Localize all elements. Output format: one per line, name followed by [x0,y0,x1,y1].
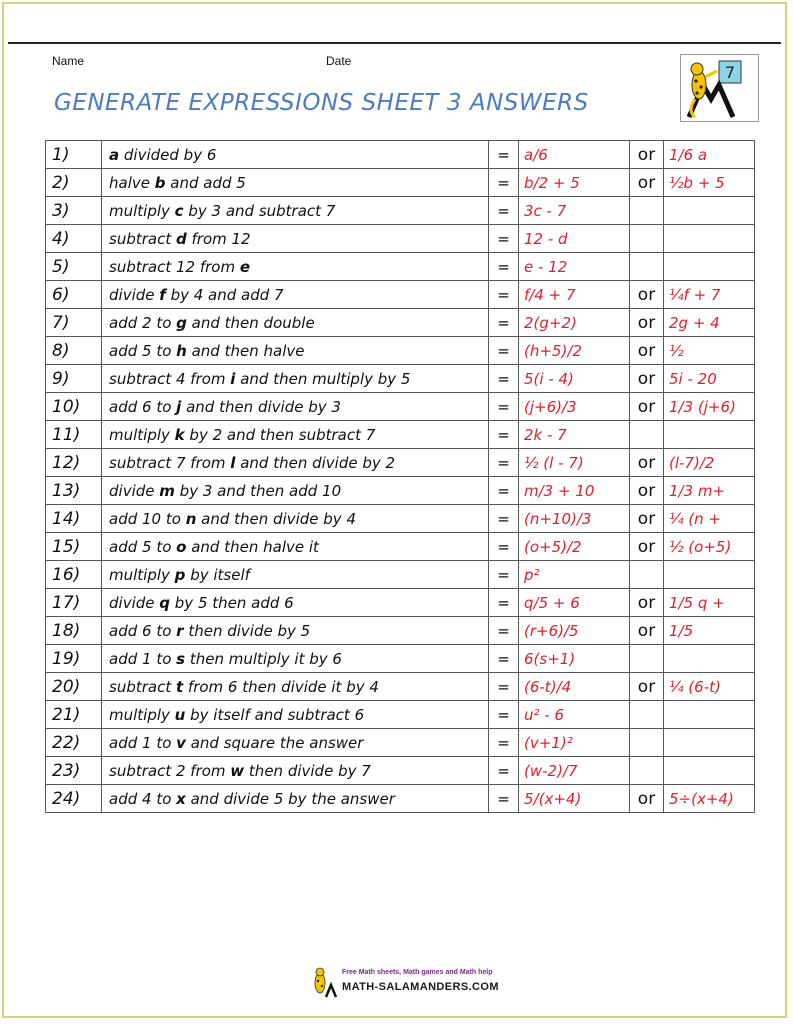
variable-name: j [176,397,182,416]
variable-name: x [176,789,186,808]
question-number: 10) [46,393,102,421]
alternative-answer [664,421,755,449]
answer-expression: 3c - 7 [519,197,630,225]
equals-sign: = [489,533,519,561]
answer-expression: p² [519,561,630,589]
answer-expression: ½ (l - 7) [519,449,630,477]
or-label: or [630,337,664,365]
question-number: 16) [46,561,102,589]
answer-expression: 2k - 7 [519,421,630,449]
table-row [46,393,755,421]
answer-expression: f/4 + 7 [519,281,630,309]
footer-tagline: Free Math sheets, Math games and Math help [342,969,493,976]
table-row [46,533,755,561]
question-text-part: then multiply it by 6 [185,649,342,668]
answer-expression: e - 12 [519,253,630,281]
question-text [102,505,489,533]
salamander-logo-icon [681,55,758,121]
answer-expression: m/3 + 10 [519,477,630,505]
variable-name: r [176,621,184,640]
variable-name: o [176,537,187,556]
question-text [102,365,489,393]
question-text [102,701,489,729]
alternative-answer: ½ (o+5) [664,533,755,561]
equals-sign: = [489,673,519,701]
alternative-answer: (l-7)/2 [664,449,755,477]
footer-site-link[interactable]: MATH-SALAMANDERS.COM [342,981,499,993]
question-text [102,141,489,169]
question-text [102,393,489,421]
or-label: or [630,589,664,617]
equals-sign: = [489,141,519,169]
equals-sign: = [489,785,519,813]
question-number: 19) [46,645,102,673]
or-label [630,253,664,281]
table-row [46,505,755,533]
table-row [46,449,755,477]
variable-name: d [175,229,187,248]
variable-name: v [176,733,186,752]
answer-expression: a/6 [519,141,630,169]
equals-sign: = [489,169,519,197]
answer-expression: (o+5)/2 [519,533,630,561]
answer-expression: q/5 + 6 [519,589,630,617]
variable-name: h [176,341,187,360]
question-text-part: multiply [109,705,175,724]
table-row [46,197,755,225]
table-row [46,421,755,449]
answer-expression: (w-2)/7 [519,757,630,785]
question-text [102,589,489,617]
question-text [102,337,489,365]
table-row [46,645,755,673]
table-row [46,561,755,589]
alternative-answer: 1/5 q + [664,589,755,617]
equals-sign: = [489,645,519,673]
question-text [102,169,489,197]
question-text-part: subtract [109,229,176,248]
table-row [46,729,755,757]
table-row [46,757,755,785]
alternative-answer [664,253,755,281]
equals-sign: = [489,757,519,785]
table-row [46,169,755,197]
equals-sign: = [489,281,519,309]
question-number: 23) [46,757,102,785]
question-text-part: divided by 6 [119,145,217,164]
answer-expression: (6-t)/4 [519,673,630,701]
worksheet-page [2,2,787,1018]
equals-sign: = [489,309,519,337]
or-label [630,729,664,757]
question-text-part: then divide by 5 [183,621,311,640]
or-label [630,197,664,225]
question-text-part: subtract 2 from [109,761,231,780]
question-text-part: add 4 to [109,789,177,808]
question-number: 24) [46,785,102,813]
variable-name: a [109,145,120,164]
question-number: 9) [46,365,102,393]
question-number: 15) [46,533,102,561]
question-text-part: and divide 5 by the answer [185,789,395,808]
alternative-answer: ¼ (6-t) [664,673,755,701]
question-number: 7) [46,309,102,337]
alternative-answer: ½ [664,337,755,365]
question-text [102,757,489,785]
answer-expression: b/2 + 5 [519,169,630,197]
or-label [630,561,664,589]
table-row [46,477,755,505]
question-text-part: subtract [109,677,176,696]
equals-sign: = [489,729,519,757]
question-number: 6) [46,281,102,309]
question-text-part: and then divide by 4 [196,509,356,528]
question-text [102,561,489,589]
equals-sign: = [489,449,519,477]
table-row [46,785,755,813]
variable-name: w [230,761,245,780]
equals-sign: = [489,477,519,505]
question-text-part: and add 5 [165,173,246,192]
table-row [46,141,755,169]
question-text-part: and then halve it [186,537,319,556]
question-text [102,281,489,309]
question-text-part: add 6 to [109,397,177,416]
question-text [102,785,489,813]
question-text-part: by itself [185,565,250,584]
equals-sign: = [489,561,519,589]
question-text-part: subtract 12 from [109,257,240,276]
question-text-part: by itself and subtract 6 [185,705,365,724]
question-text [102,673,489,701]
table-row [46,225,755,253]
question-text-part: by 2 and then subtract 7 [184,425,376,444]
question-number: 14) [46,505,102,533]
table-row [46,337,755,365]
question-text [102,421,489,449]
logo-number: 7 [724,63,736,82]
question-number: 22) [46,729,102,757]
question-text-part: and then divide by 2 [235,453,396,472]
question-text-part: and then halve [186,341,305,360]
or-label: or [630,533,664,561]
question-text-part: add 2 to [109,313,177,332]
question-number: 20) [46,673,102,701]
alternative-answer [664,701,755,729]
question-text [102,477,489,505]
alternative-answer [664,757,755,785]
alternative-answer: 5÷(x+4) [664,785,755,813]
question-text-part: halve [109,173,155,192]
variable-name: n [185,509,197,528]
question-number: 12) [46,449,102,477]
table-row [46,281,755,309]
question-text-part: from 12 [186,229,251,248]
answer-expression: u² - 6 [519,701,630,729]
question-text-part: multiply [109,565,175,584]
alternative-answer: 1/3 m+ [664,477,755,505]
alternative-answer [664,225,755,253]
answer-expression: (n+10)/3 [519,505,630,533]
variable-name: l [230,453,236,472]
question-text [102,225,489,253]
question-text [102,197,489,225]
table-row [46,253,755,281]
question-number: 21) [46,701,102,729]
alternative-answer: ¼ (n + [664,505,755,533]
table-row [46,617,755,645]
answer-expression: 6(s+1) [519,645,630,673]
question-text-part: divide [109,593,160,612]
name-label: Name [52,54,85,68]
alternative-answer [664,197,755,225]
or-label: or [630,505,664,533]
question-number: 18) [46,617,102,645]
variable-name: e [239,257,251,276]
equals-sign: = [489,393,519,421]
question-number: 8) [46,337,102,365]
question-number: 1) [46,141,102,169]
question-number: 4) [46,225,102,253]
question-text-part: multiply [109,201,175,220]
salamander-logo [680,54,759,122]
variable-name: t [175,677,184,696]
question-text-part: then divide by 7 [244,761,371,780]
or-label: or [630,281,664,309]
question-text [102,729,489,757]
answer-expression: 5(i - 4) [519,365,630,393]
or-label: or [630,365,664,393]
equals-sign: = [489,617,519,645]
variable-name: c [174,201,184,220]
alternative-answer: ½b + 5 [664,169,755,197]
or-label: or [630,617,664,645]
question-number: 13) [46,477,102,505]
variable-name: p [174,565,186,584]
question-text-part: and square the answer [185,733,364,752]
variable-name: k [174,425,185,444]
alternative-answer: 5i - 20 [664,365,755,393]
alternative-answer: 1/5 [664,617,755,645]
variable-name: s [176,649,186,668]
alternative-answer: 1/6 a [664,141,755,169]
or-label: or [630,785,664,813]
answer-expression: (j+6)/3 [519,393,630,421]
or-label [630,225,664,253]
question-text-part: subtract 7 from [109,453,231,472]
equals-sign: = [489,701,519,729]
variable-name: b [154,173,166,192]
or-label [630,421,664,449]
equals-sign: = [489,421,519,449]
equals-sign: = [489,505,519,533]
variable-name: m [159,481,175,500]
question-number: 3) [46,197,102,225]
question-text-part: and then multiply by 5 [235,369,411,388]
question-text-part: by 3 and then add 10 [174,481,342,500]
answer-expression: 5/(x+4) [519,785,630,813]
question-number: 2) [46,169,102,197]
date-label: Date [326,54,352,68]
question-text-part: divide [109,285,160,304]
alternative-answer [664,561,755,589]
answer-expression: 2(g+2) [519,309,630,337]
alternative-answer: 2g + 4 [664,309,755,337]
table-row [46,673,755,701]
question-text-part: subtract 4 from [109,369,231,388]
or-label: or [630,449,664,477]
table-row [46,365,755,393]
question-text-part: from 6 then divide it by 4 [183,677,379,696]
alternative-answer: ¼f + 7 [664,281,755,309]
question-text-part: by 5 then add 6 [170,593,294,612]
question-text-part: and then double [186,313,315,332]
or-label: or [630,393,664,421]
table-row [46,701,755,729]
or-label: or [630,169,664,197]
answer-expression: (v+1)² [519,729,630,757]
table-row [46,309,755,337]
footer-salamander-icon [308,967,338,999]
variable-name: q [159,593,171,612]
question-text-part: divide [109,481,160,500]
question-text-part: add 5 to [109,537,177,556]
answers-table [45,140,755,813]
question-text [102,449,489,477]
question-text-part: add 5 to [109,341,177,360]
variable-name: g [176,313,187,332]
question-text [102,645,489,673]
or-label: or [630,673,664,701]
or-label: or [630,477,664,505]
question-text-part: by 4 and add 7 [165,285,284,304]
or-label: or [630,309,664,337]
question-text [102,617,489,645]
question-text-part: and then divide by 3 [181,397,341,416]
variable-name: u [174,705,186,724]
question-text-part: by 3 and subtract 7 [183,201,336,220]
question-text [102,253,489,281]
alternative-answer [664,645,755,673]
or-label [630,757,664,785]
equals-sign: = [489,225,519,253]
equals-sign: = [489,253,519,281]
answer-expression: (h+5)/2 [519,337,630,365]
question-text-part: add 1 to [109,649,177,668]
question-text-part: multiply [109,425,175,444]
question-text-part: add 6 to [109,621,177,640]
question-text [102,309,489,337]
question-text [102,533,489,561]
footer-brand [308,967,498,1001]
alternative-answer [664,729,755,757]
or-label [630,701,664,729]
or-label: or [630,141,664,169]
sheet-title: GENERATE EXPRESSIONS SHEET 3 ANSWERS [54,90,589,116]
question-text-part: add 1 to [109,733,177,752]
question-number: 17) [46,589,102,617]
table-row [46,589,755,617]
equals-sign: = [489,589,519,617]
variable-name: f [159,285,166,304]
question-text-part: add 10 to [109,509,186,528]
equals-sign: = [489,337,519,365]
answer-expression: 12 - d [519,225,630,253]
equals-sign: = [489,365,519,393]
alternative-answer: 1/3 (j+6) [664,393,755,421]
question-number: 11) [46,421,102,449]
or-label [630,645,664,673]
top-divider [8,42,781,44]
variable-name: i [230,369,236,388]
question-number: 5) [46,253,102,281]
answer-expression: (r+6)/5 [519,617,630,645]
equals-sign: = [489,197,519,225]
